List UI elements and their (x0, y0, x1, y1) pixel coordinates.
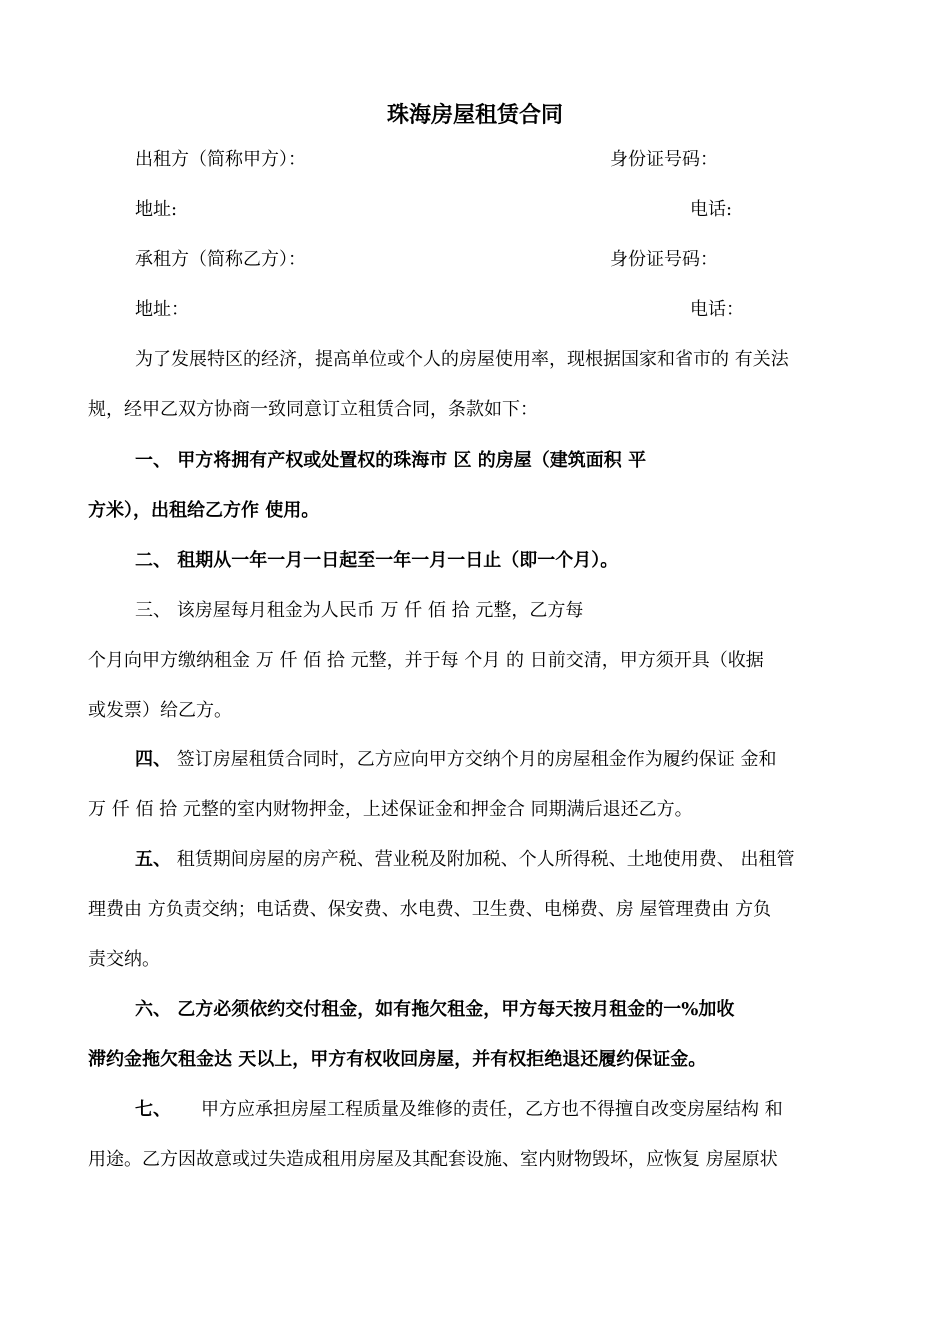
clause-5-line-1 (135, 848, 794, 872)
clause-4-text: 签订房屋租赁合同时，乙方应向甲方交纳个月的房屋租金作为履约保证 金和 (171, 749, 777, 770)
clause-1-line-2: 方米），出租给乙方作 使用。 (88, 500, 320, 521)
clause-4-line-1 (135, 748, 776, 772)
clause-3-line-1: 三、 该房屋每月租金为人民币 万 仟 佰 拾 元整，乙方每 (135, 600, 584, 621)
clause-2-line-1: 二、 租期从一年一月一日起至一年一月一日止（即一个月）。 (135, 550, 619, 571)
clause-7-line-1 (135, 1098, 783, 1122)
intro-line-2: 规，经甲乙双方协商一致同意订立租赁合同，条款如下： (88, 399, 538, 420)
clause-5-number: 五、 (135, 849, 171, 870)
clause-6-line-1: 六、 乙方必须依约交付租金，如有拖欠租金，甲方每天按月租金的一%加收 (135, 999, 735, 1020)
lessee-id-label: 身份证号码： (610, 249, 718, 270)
clause-7-number: 七、 (135, 1099, 171, 1120)
clause-5-text: 租赁期间房屋的房产税、营业税及附加税、个人所得税、土地使用费、 出租管 (171, 849, 795, 870)
clause-4-number: 四、 (135, 749, 171, 770)
lessor-label: 出租方（简称甲方）： (135, 149, 306, 170)
clause-3-line-3: 或发票）给乙方。 (88, 700, 232, 721)
clause-6-line-2: 滞约金拖欠租金达 天以上，甲方有权收回房屋，并有权拒绝退还履约保证金。 (88, 1049, 707, 1070)
lessee-label: 承租方（简称乙方）： (135, 249, 306, 270)
lessee-address-label: 地址： (135, 299, 189, 320)
intro-line-1: 为了发展特区的经济，提高单位或个人的房屋使用率，现根据国家和省市的 有关法 (135, 349, 789, 370)
lessor-phone-label: 电话: (690, 199, 733, 220)
lessor-address-label: 地址: (135, 199, 178, 220)
lessor-id-label: 身份证号码： (610, 149, 718, 170)
clause-5-line-2: 理费由 方负责交纳；电话费、保安费、水电费、卫生费、电梯费、房 屋管理费由 方负 (88, 899, 772, 920)
clause-7-line-2: 用途。乙方因故意或过失造成租用房屋及其配套设施、室内财物毁坏，应恢复 房屋原状 (88, 1149, 778, 1170)
clause-4-line-2: 万 仟 佰 拾 元整的室内财物押金，上述保证金和押金合 同期满后退还乙方。 (88, 799, 693, 820)
document-title: 珠海房屋租赁合同 (386, 103, 563, 128)
clause-7-text: 甲方应承担房屋工程质量及维修的责任，乙方也不得擅自改变房屋结构 和 (201, 1099, 783, 1120)
clause-3-line-2: 个月向甲方缴纳租金 万 仟 佰 拾 元整，并于每 个月 的 日前交清，甲方须开具（收据 (88, 650, 764, 671)
clause-1-line-1: 一、 甲方将拥有产权或处置权的珠海市 区 的房屋（建筑面积 平 (135, 450, 647, 471)
clause-5-line-3: 责交纳。 (88, 949, 160, 970)
lessee-phone-label: 电话： (690, 299, 744, 320)
